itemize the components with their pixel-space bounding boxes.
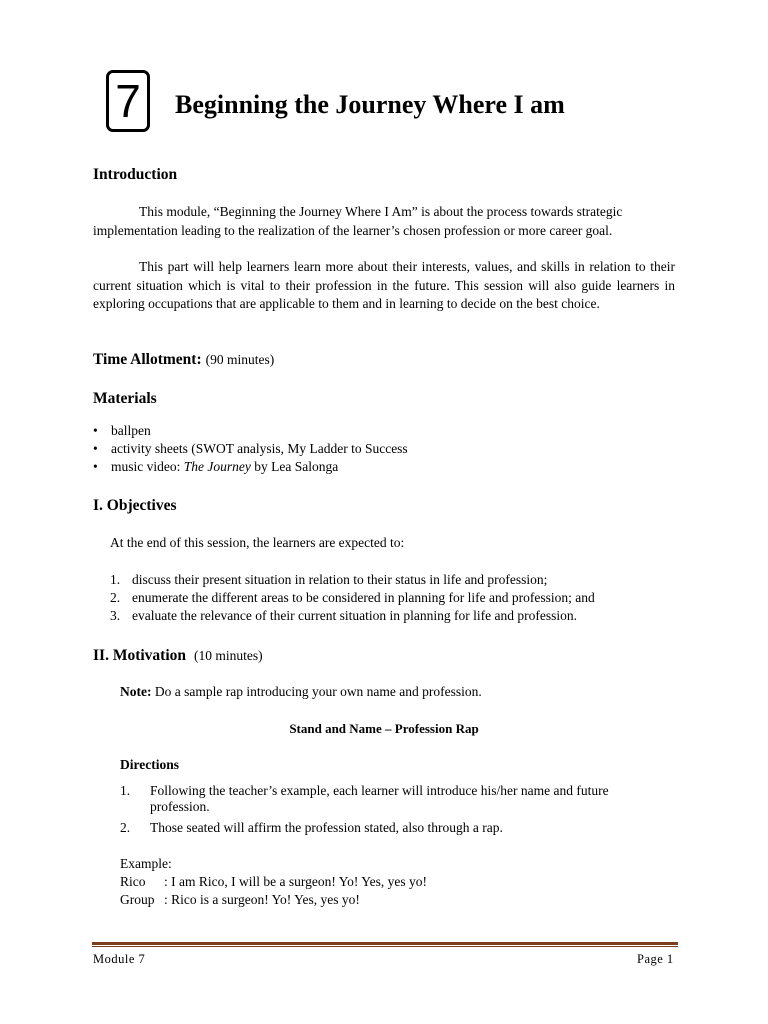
motivation-time: (10 minutes) <box>194 648 263 663</box>
objective-item-1: 1. discuss their present situation in relation to their status in life and profession; <box>110 572 548 587</box>
time-allotment <box>93 351 274 369</box>
introduction-heading: Introduction <box>93 166 178 183</box>
objectives-intro: At the end of this session, the learners are expected to: <box>110 535 405 550</box>
bullet-icon: • <box>93 441 98 456</box>
activity-title: Stand and Name – Profession Rap <box>289 721 479 736</box>
direction-item-1: 1. Following the teacher’s example, each learner will introduce his/her name and future profession. <box>120 783 609 814</box>
introduction-paragraph-1-line-2: implementation leading to the realization of the learner’s chosen profession or more career goal. <box>93 222 613 238</box>
footer-divider <box>92 942 678 945</box>
materials-item-2: • activity sheets (SWOT analysis, My Ladder to Success <box>93 441 408 456</box>
time-allotment-value: (90 minutes) <box>205 352 275 367</box>
footer-divider-thin <box>92 946 678 947</box>
bullet-icon: • <box>93 423 98 438</box>
song-title: The Journey <box>183 459 251 474</box>
objective-item-3: 3. evaluate the relevance of their current situation in planning for life and profession. <box>110 608 577 623</box>
bullet-icon: • <box>93 459 98 474</box>
footer-page-number: Page 1 <box>637 952 674 966</box>
materials-item-1: • ballpen <box>93 423 151 438</box>
materials-heading: Materials <box>93 390 157 407</box>
module-number-badge: 7 <box>106 70 150 132</box>
introduction-paragraph-1 <box>93 203 675 240</box>
objectives-heading: I. Objectives <box>93 497 177 514</box>
footer-module: Module 7 <box>93 952 146 966</box>
motivation-note: Note: Do a sample rap introducing your own name and profession. <box>120 684 482 699</box>
direction-item-2: 2. Those seated will affirm the profession stated, also through a rap. <box>120 820 503 835</box>
materials-item-3: • music video: The Journey by Lea Salonga <box>93 459 339 474</box>
example-label: Example: <box>120 856 172 871</box>
introduction-paragraph-1-line-1: This module, “Beginning the Journey Where I Am” is about the process towards strategic <box>139 204 623 219</box>
example-line-2: Group : Rico is a surgeon! Yo! Yes, yes yo! <box>120 892 360 907</box>
directions-heading: Directions <box>120 757 179 772</box>
introduction-paragraph-2: This part will help learners learn more about their interests, values, and skills in relation to their current situation which is vital to their profession in the future. This session will also guide learners in exploring occupations that are applicable to them and in learning to decide on the best choice. <box>93 259 675 311</box>
page-title: Beginning the Journey Where I am <box>175 90 565 119</box>
motivation-heading: II. Motivation (10 minutes) <box>93 647 263 664</box>
example-line-1: Rico : I am Rico, I will be a surgeon! Yo! Yes, yes yo! <box>120 874 427 889</box>
time-allotment-label: Time Allotment: <box>93 351 202 368</box>
objective-item-2: 2. enumerate the different areas to be considered in planning for life and profession; and <box>110 590 595 605</box>
